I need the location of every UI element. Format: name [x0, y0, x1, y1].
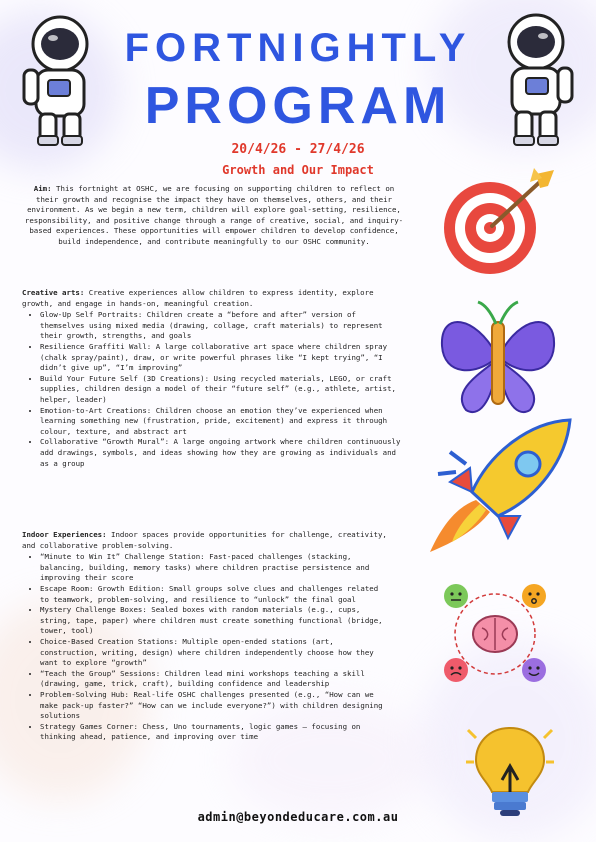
subtitle: Growth and Our Impact: [222, 163, 374, 177]
list-item: • Strategy Games Corner: Chess, Uno tournaments, logic games — focusing on thinking ahead, patience, and improving over time: [40, 722, 390, 743]
list-item: • Glow-Up Self Portraits: Children create a “before and after” version of themselves using mixed media (drawing, collage, craft materials) to represent their growth, strengths, and goals: [40, 310, 402, 342]
indoor-label: Indoor Experiences:: [22, 530, 107, 539]
date-range: 20/4/26 - 27/4/26: [231, 142, 365, 157]
lightbulb-icon: [462, 722, 558, 822]
indoor-list: [22, 552, 390, 743]
creative-list: [22, 310, 402, 469]
title-line-1: FORTNIGHTLY: [124, 26, 472, 70]
list-item: • “Teach the Group” Sessions: Children lead mini workshops teaching a skill (drawing, game, trick, craft), building confidence and leadership: [40, 669, 390, 690]
target-icon: [436, 166, 560, 278]
list-item: • Resilience Graffiti Wall: A large collaborative art space where children spray (chalk spray/paint), draw, or write powerful phrases like “I kept trying”, “I didn’t give up”, “I’m improving”: [40, 342, 402, 374]
list-item: • Build Your Future Self (3D Creations): Using recycled materials, LEGO, or craft supplies, children design a model of their “future self” (e.g., athlete, artist, helper, leader): [40, 374, 402, 406]
indoor-section: [22, 530, 390, 743]
rocket-icon: [420, 412, 580, 562]
creative-label: Creative arts:: [22, 288, 85, 297]
emotions-brain-icon: [440, 580, 550, 688]
list-item: • Escape Room: Growth Edition: Small groups solve clues and challenges related to teamwork, problem-solving, and resilience to “unlock” the final goal: [40, 584, 390, 605]
indoor-intro: Indoor spaces provide opportunities for challenge, creativity, and collaborative problem-solving.: [22, 530, 387, 550]
aim-label: Aim:: [33, 184, 52, 193]
list-item: • Mystery Challenge Boxes: Sealed boxes with random materials (e.g., cups, string, tape, paper) where children must create something functional (bridge, tower, tool): [40, 605, 390, 637]
aim-section: [22, 184, 406, 248]
list-item: • Problem-Solving Hub: Real-life OSHC challenges presented (e.g., “How can we make pack-up faster?” “How can we include everyone?”) with children designing solutions: [40, 690, 390, 722]
contact-email: admin@beyondeducare.com.au: [197, 810, 399, 824]
list-item: • Collaborative “Growth Mural”: A large ongoing artwork where children continuously add drawings, symbols, and ideas showing how they are growing as individuals and as a group: [40, 437, 402, 469]
creative-intro: Creative experiences allow children to express identity, explore growth, and engage in hands-on, meaningful creation.: [22, 288, 374, 308]
list-item: • “Minute to Win It” Challenge Station: Fast-paced challenges (stacking, balancing, building, memory tasks) where children practise persistence and improving their score: [40, 552, 390, 584]
aim-text: This fortnight at OSHC, we are focusing on supporting children to reflect on their growth and recognise the impact they have on themselves, others, and their environment. As we begin a new term, children will explore goal-setting, resilience, responsibility, and positive change through a range of creative, social, and inquiry-based experiences. These opportunities will empower children to develop confidence, build independence, and contribute meaningfully to our OSHC community.: [24, 184, 404, 246]
title-line-2: PROGRAM: [144, 77, 452, 135]
list-item: • Emotion-to-Art Creations: Children choose an emotion they’ve experienced when learning something new (frustration, pride, excitement) and express it through colour, texture, and abstract art: [40, 406, 402, 438]
butterfly-icon: [436, 296, 560, 422]
list-item: • Choice-Based Creation Stations: Multiple open-ended stations (art, construction, writing, design) where children independently choose how they want to explore “growth”: [40, 637, 390, 669]
creative-section: [22, 288, 402, 469]
